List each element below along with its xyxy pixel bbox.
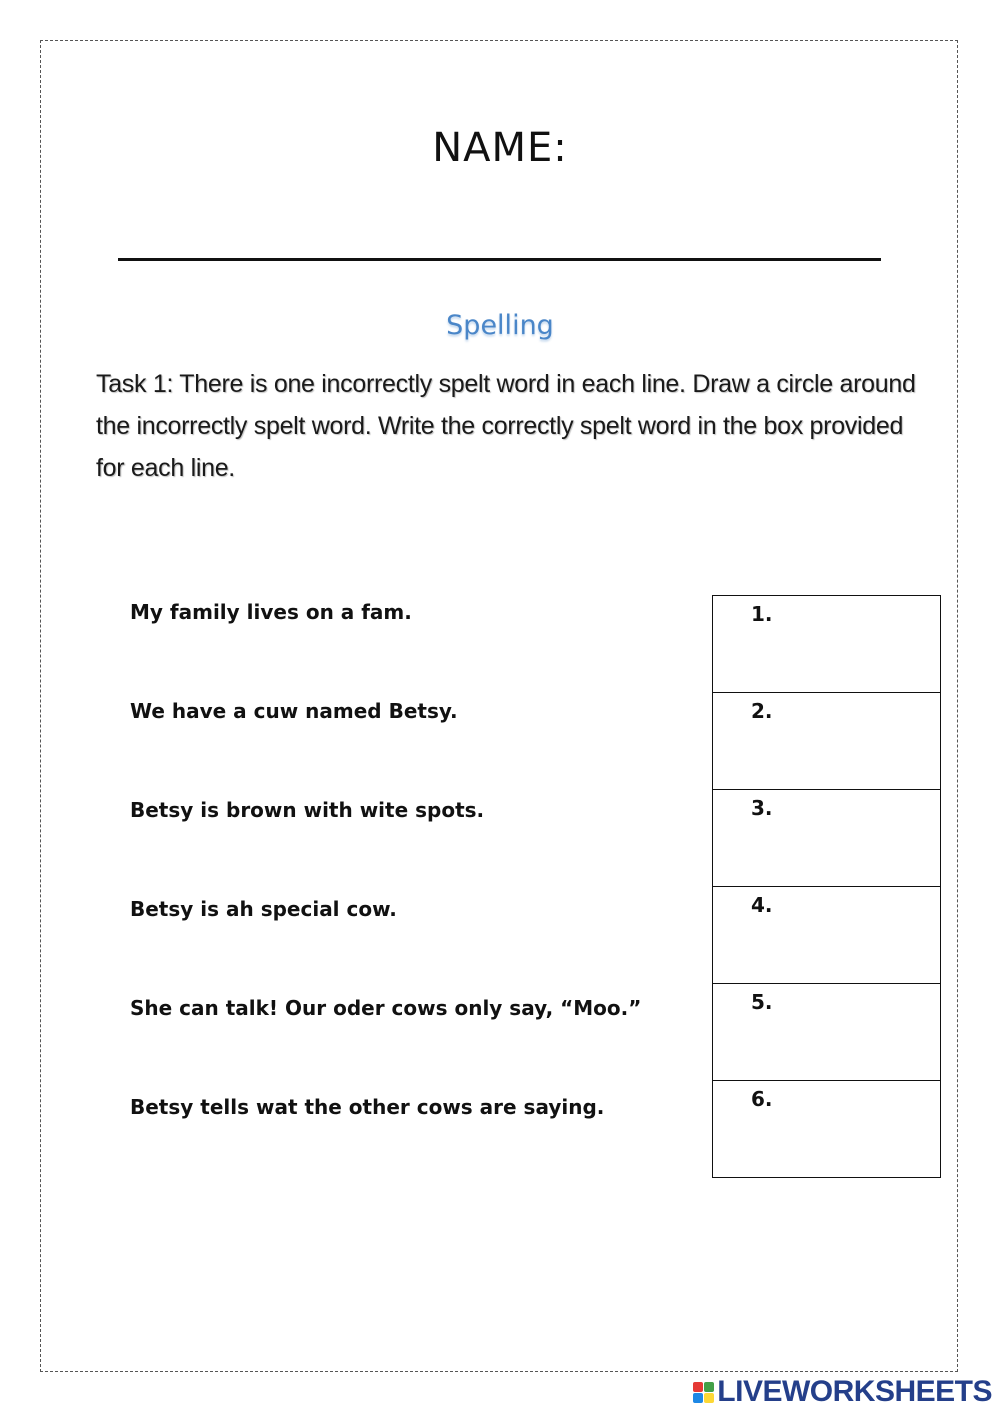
answer-box-6[interactable]: 6. [713, 1081, 941, 1178]
logo-tile [693, 1393, 703, 1403]
liveworksheets-brand [693, 1375, 992, 1409]
answer-box-2[interactable]: 2. [713, 693, 941, 790]
section-heading: Spelling [446, 310, 554, 341]
sentence-3[interactable]: Betsy is brown with wite spots. [130, 798, 485, 822]
answer-box-1[interactable]: 1. [713, 596, 941, 693]
logo-tile [704, 1393, 714, 1403]
answer-box-4[interactable]: 4. [713, 887, 941, 984]
sentence-2[interactable]: We have a cuw named Betsy. [130, 699, 458, 723]
sentence-6[interactable]: Betsy tells wat the other cows are saying. [130, 1095, 605, 1119]
answer-box-5[interactable]: 5. [713, 984, 941, 1081]
name-entry-line [118, 258, 881, 261]
sentence-1[interactable]: My family lives on a fam. [130, 600, 412, 624]
answer-table [712, 595, 941, 1178]
answer-box-3[interactable]: 3. [713, 790, 941, 887]
brand-text: LIVEWORKSHEETS [717, 1375, 992, 1408]
liveworksheets-logo-icon [693, 1382, 714, 1403]
task-instructions: Task 1: There is one incorrectly spelt word in each line. Draw a circle around the incorrectly spelt word. Write the correctly spelt word in the box provided for each line. [96, 370, 916, 482]
sentence-list [130, 595, 700, 1189]
sentence-5[interactable]: She can talk! Our oder cows only say, “Moo.” [130, 996, 642, 1020]
sentence-4[interactable]: Betsy is ah special cow. [130, 897, 397, 921]
logo-tile [693, 1382, 703, 1392]
logo-tile [704, 1382, 714, 1392]
name-label: NAME: [432, 125, 568, 171]
